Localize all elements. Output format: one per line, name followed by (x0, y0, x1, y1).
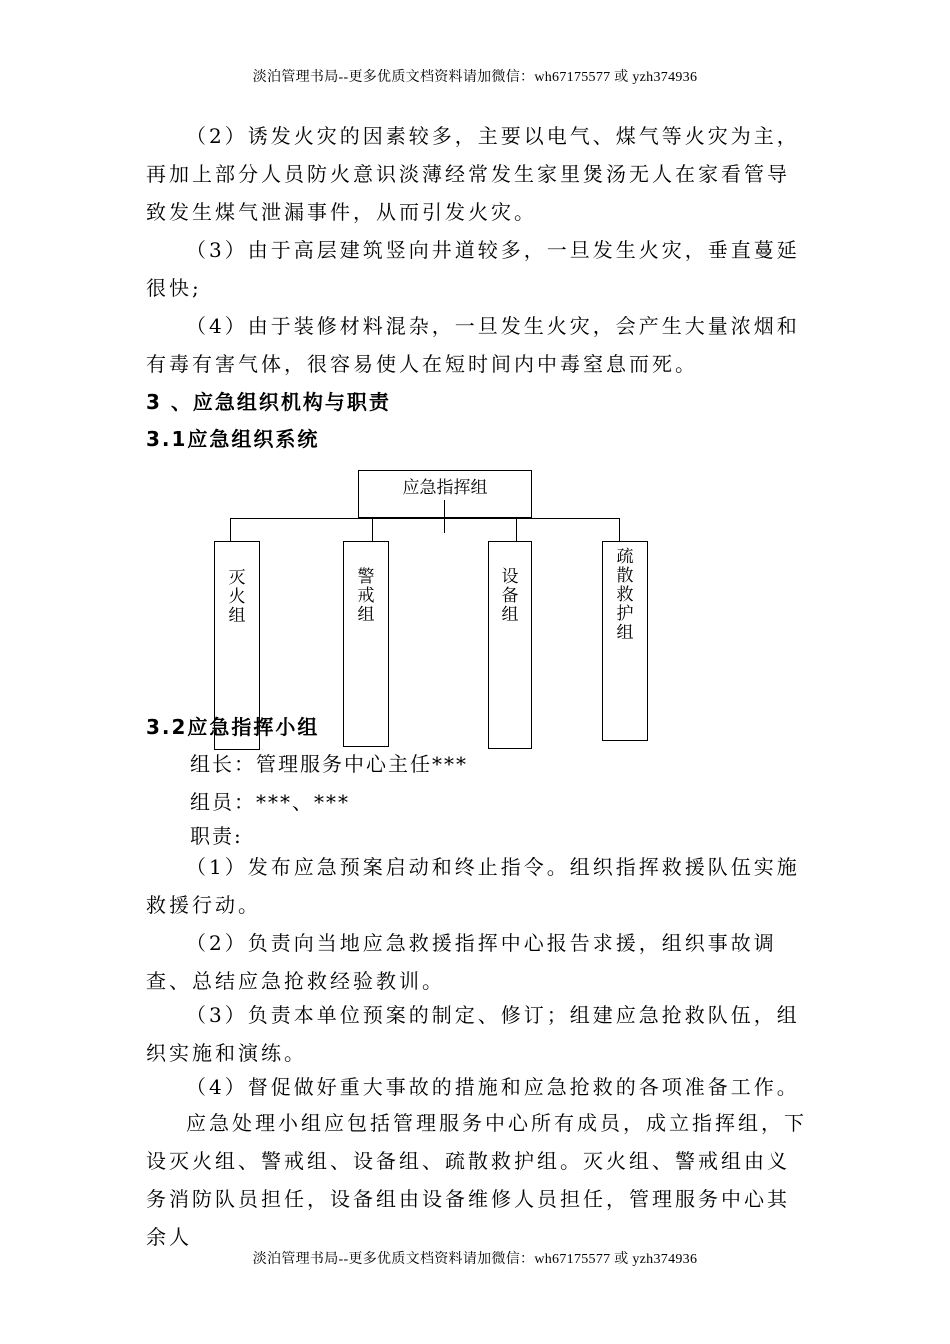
org-box-char: 组 (357, 605, 375, 625)
paragraph-2: （2）诱发火灾的因素较多，主要以电气、煤气等火灾为主，再加上部分人员防火意识淡薄经常发生家里煲汤无人在家看管导致发生煤气泄漏事件，从而引发火灾。 (146, 124, 800, 224)
section-title: 3 、应急组织机构与职责 (146, 390, 391, 414)
closing-paragraph: 应急处理小组应包括管理服务中心所有成员，成立指挥组，下设灭火组、警戒组、设备组、疏散救护组。灭火组、警戒组由义务消防队员担任，设备组由设备维修人员担任，管理服务中心其余人 (146, 1111, 807, 1249)
org-box-char: 戒 (357, 586, 375, 606)
org-top-box: 应急指挥组 (358, 470, 532, 518)
org-drop-line (516, 518, 517, 542)
org-box-evacuation (602, 541, 648, 741)
org-horizontal-line (230, 518, 619, 519)
org-box-guard (343, 541, 389, 747)
org-box-char: 救 (616, 585, 634, 605)
org-box-char: 散 (616, 566, 634, 586)
org-box-label (489, 568, 531, 625)
org-box-char: 组 (501, 605, 519, 625)
org-box-label (603, 548, 647, 643)
org-box-char: 疏 (616, 547, 634, 567)
org-box-char: 备 (501, 586, 519, 606)
org-center-line (444, 500, 445, 533)
org-box-char: 火 (228, 587, 246, 607)
org-box-char: 灭 (228, 568, 246, 588)
subsection-title-2: 3.2应急指挥小组 (146, 715, 320, 739)
org-box-char: 设 (501, 567, 519, 587)
page-footer: 淡泊管理书局--更多优质文档资料请加微信：wh67175577 或 yzh374936 (252, 1252, 698, 1267)
duties-label: 职责: (190, 824, 243, 848)
org-box-char: 组 (616, 623, 634, 643)
paragraph-3: （3）由于高层建筑竖向井道较多，一旦发生火灾，垂直蔓延很快; (146, 238, 800, 300)
duty-3: （3）负责本单位预案的制定、修订；组建应急抢救队伍，组织实施和演练。 (146, 1003, 800, 1065)
org-box-char: 护 (616, 604, 634, 624)
subsection-title-1: 3.1应急组织系统 (146, 427, 320, 451)
org-box-label (215, 569, 259, 626)
org-drop-line (230, 518, 231, 542)
duty-4: （4）督促做好重大事故的措施和应急抢救的各项准备工作。 (186, 1075, 800, 1099)
leader-line: 组长：管理服务中心主任*** (190, 752, 468, 776)
members-line: 组员：***、*** (190, 790, 350, 814)
page-header: 淡泊管理书局--更多优质文档资料请加微信：wh67175577 或 yzh374936 (252, 70, 698, 85)
org-box-label (344, 568, 388, 625)
org-drop-line (372, 518, 373, 542)
duty-2: （2）负责向当地应急救援指挥中心报告求援，组织事故调查、总结应急抢救经验教训。 (146, 931, 777, 993)
org-box-equipment (488, 541, 532, 749)
duty-1: （1）发布应急预案启动和终止指令。组织指挥救援队伍实施救援行动。 (146, 855, 800, 917)
org-box-char: 组 (228, 606, 246, 626)
org-box-char: 警 (357, 567, 375, 587)
paragraph-4: （4）由于装修材料混杂，一旦发生火灾，会产生大量浓烟和有毒有害气体，很容易使人在短时间内中毒窒息而死。 (146, 314, 800, 376)
org-drop-line (619, 518, 620, 542)
